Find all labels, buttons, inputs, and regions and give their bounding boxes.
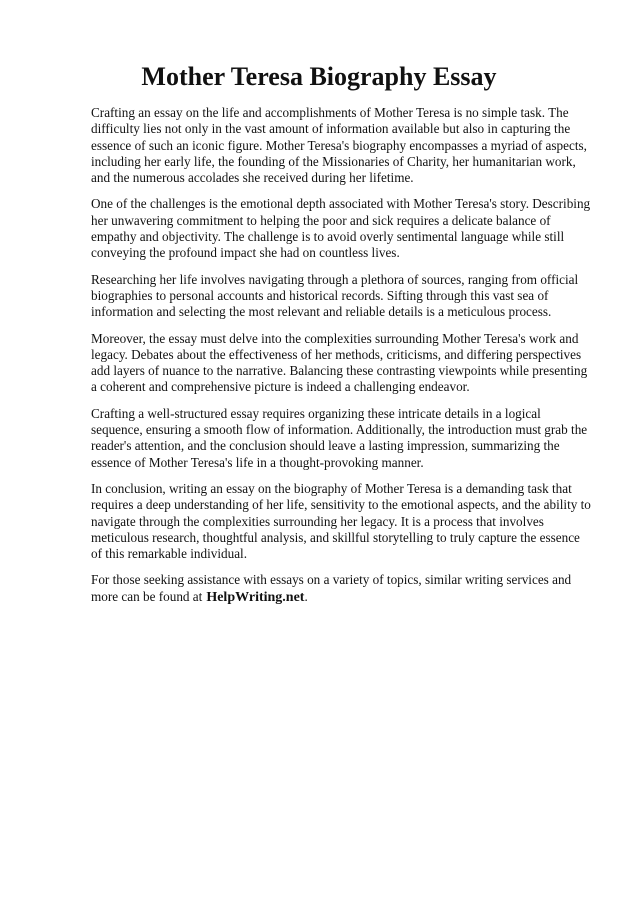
paragraph-5: Crafting a well-structured essay requires organizing these intricate details in a logical sequence, ensuring a smooth flow of information. Additionally, the introduction must grab the reader's attention, and the conclusion should leave a lasting impression, summarizing the essence of Mother Teresa's life in a thought-provoking manner.: [91, 405, 588, 470]
closing-period: .: [304, 588, 308, 604]
paragraph-3: Researching her life involves navigating through a plethora of sources, ranging from official biographies to personal accounts and historical records. Sifting through this vast sea of information and selecting the most relevant and reliable details is a meticulous process.: [91, 271, 579, 320]
paragraph-2: One of the challenges is the emotional depth associated with Mother Teresa's story. Describing her unwavering commitment to helping the poor and sick requires a delicate balance of empathy and objectivity. The challenge is to avoid overly sentimental language while still conveying the profound impact she had on countless lives.: [91, 196, 591, 261]
page-title: Mother Teresa Biography Essay: [141, 62, 497, 91]
helpwriting-link[interactable]: HelpWriting.net: [206, 589, 305, 605]
closing-paragraph: [91, 572, 594, 606]
paragraph-1: Crafting an essay on the life and accomplishments of Mother Teresa is no simple task. The difficulty lies not only in the vast amount of information available but also in capturing the essence of such an iconic figure. Mother Teresa's biography encompasses a myriad of aspects, including her early life, the founding of the Missionaries of Charity, her humanitarian work, and the numerous accolades she received during her lifetime.: [91, 105, 587, 186]
paragraph-4: Moreover, the essay must delve into the complexities surrounding Mother Teresa's work and legacy. Debates about the effectiveness of her methods, criticisms, and differing perspectives add layers of nuance to the narrative. Balancing these contrasting viewpoints while presenting a coherent and comprehensive picture is indeed a challenging endeavor.: [91, 330, 588, 395]
paragraph-6: In conclusion, writing an essay on the biography of Mother Teresa is a demanding task that requires a deep understanding of her life, sensitivity to the emotional aspects, and the ability to navigate through the complexities surrounding her legacy. It is a process that involves meticulous research, thoughtful analysis, and skillful storytelling to truly capture the essence of this remarkable individual.: [91, 480, 591, 562]
closing-paragraph-text: For those seeking assistance with essays on a variety of topics, similar writing services and more can be found at: [91, 572, 572, 604]
